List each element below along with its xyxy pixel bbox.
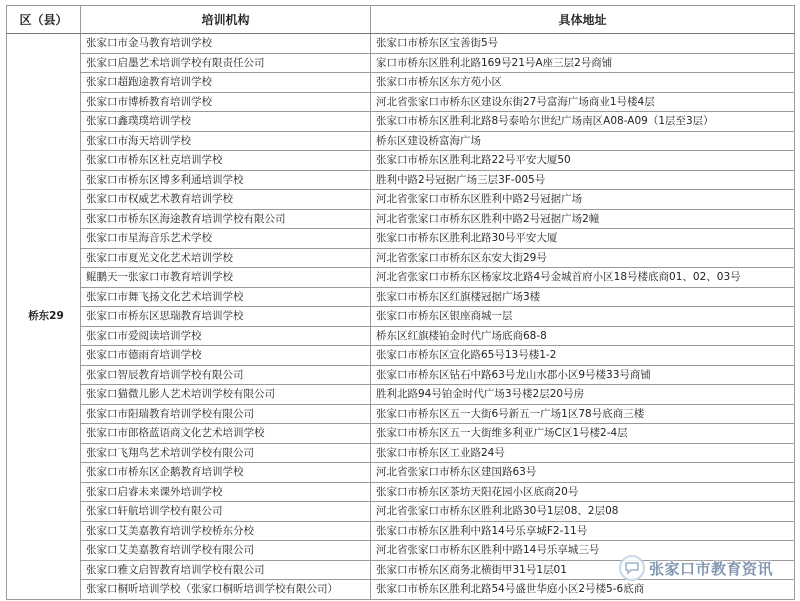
- address-cell: 张家口市桥东区五一大街6号新五一广场1区78号底商三楼: [371, 404, 795, 424]
- address-cell: 胜利北路94号铂金时代广场3号楼2层20号房: [371, 385, 795, 405]
- header-address: 具体地址: [371, 6, 795, 34]
- institution-cell: 张家口猫微儿影人艺术培训学校有限公司: [81, 385, 371, 405]
- address-cell: 张家口市桥东区胜利北路30号平安大厦: [371, 229, 795, 249]
- address-cell: 张家口市桥东区胜利北路22号平安大厦50: [371, 151, 795, 171]
- table-row: [7, 385, 795, 405]
- institution-cell: 张家口市博桥教育培训学校: [81, 92, 371, 112]
- table-row: [7, 170, 795, 190]
- institution-cell: 张家口市金马教育培训学校: [81, 34, 371, 54]
- address-cell: 张家口市桥东区红旗楼冠据广场3楼: [371, 287, 795, 307]
- table-row: [7, 92, 795, 112]
- institution-cell: 张家口超跑途教育培训学校: [81, 73, 371, 93]
- address-cell: 河北省张家口市桥东区胜利中路14号乐享城三号: [371, 541, 795, 561]
- institution-cell: 张家口艾美嘉教育培训学校有限公司: [81, 541, 371, 561]
- address-cell: 张家口市桥东区胜利北路8号泰哈尔世纪广场南区A08-A09（1层至3层）: [371, 112, 795, 132]
- address-cell: 张家口市桥东区茶坊天阳花园小区底商20号: [371, 482, 795, 502]
- table-row: [7, 424, 795, 444]
- address-cell: 河北省张家口市桥东区东安大街29号: [371, 248, 795, 268]
- institution-cell: 张家口启墨艺术培训学校有限责任公司: [81, 53, 371, 73]
- table-row: [7, 365, 795, 385]
- address-cell: 张家口市桥东区宝善街5号: [371, 34, 795, 54]
- address-cell: 河北省张家口市桥东区杨家坟北路4号金城首府小区18号楼底商01、02、03号: [371, 268, 795, 288]
- table-row: [7, 287, 795, 307]
- address-cell: 张家口市桥东区五一大街维多利亚广场C区1号楼2-4层: [371, 424, 795, 444]
- institution-cell: 张家口智辰教育培训学校有限公司: [81, 365, 371, 385]
- address-cell: 张家口市桥东区胜利中路14号乐享城F2-11号: [371, 521, 795, 541]
- district-cell: 桥东29: [7, 34, 81, 600]
- table-row: [7, 34, 795, 54]
- address-cell: 河北省张家口市桥东区建设东街27号富海广场商业1号楼4层: [371, 92, 795, 112]
- institution-cell: 鲲鹏天一张家口市教育培训学校: [81, 268, 371, 288]
- address-cell: 河北省张家口市桥东区建国路63号: [371, 463, 795, 483]
- header-district: 区（县）: [7, 6, 81, 34]
- institution-cell: 张家口市海天培训学校: [81, 131, 371, 151]
- header-row: [7, 6, 795, 34]
- institution-cell: 张家口市桥东区杜克培训学校: [81, 151, 371, 171]
- address-cell: 张家口市桥东区钻石中路63号龙山水郡小区9号楼33号商铺: [371, 365, 795, 385]
- institution-cell: 张家口启睿未来课外培训学校: [81, 482, 371, 502]
- institution-cell: 张家口飞翔鸟艺术培训学校有限公司: [81, 443, 371, 463]
- table-row: [7, 307, 795, 327]
- table-header: [7, 6, 795, 34]
- institution-cell: 张家口市桥东区海途教育培训学校有限公司: [81, 209, 371, 229]
- institution-cell: 张家口市舞飞扬文化艺术培训学校: [81, 287, 371, 307]
- chat-bubble-icon: [619, 555, 645, 581]
- training-institutions-table: [6, 5, 795, 600]
- address-cell: 张家口市桥东区东方苑小区: [371, 73, 795, 93]
- table-row: [7, 190, 795, 210]
- address-cell: 张家口市桥东区银座商城一层: [371, 307, 795, 327]
- institution-cell: 张家口市桥东区思瑞教育培训学校: [81, 307, 371, 327]
- watermark-text: 张家口市教育资讯: [649, 559, 774, 578]
- table-row: [7, 73, 795, 93]
- institution-cell: 张家口市星海音乐艺术学校: [81, 229, 371, 249]
- header-institution: 培训机构: [81, 6, 371, 34]
- table-row: [7, 463, 795, 483]
- address-cell: 桥东区红旗楼铂金时代广场底商68-8: [371, 326, 795, 346]
- table-row: [7, 482, 795, 502]
- table-row: [7, 346, 795, 366]
- address-cell: 张家口市桥东区宣化路65号13号楼1-2: [371, 346, 795, 366]
- table-row: [7, 248, 795, 268]
- institution-cell: 张家口市桥东区企鹅教育培训学校: [81, 463, 371, 483]
- address-cell: 河北省张家口市桥东区胜利中路2号冠据广场2幢: [371, 209, 795, 229]
- address-cell: 胜利中路2号冠据广场三层3F-005号: [371, 170, 795, 190]
- table-row: [7, 404, 795, 424]
- table-row: [7, 229, 795, 249]
- institution-cell: 张家口桐昕培训学校（张家口桐昕培训学校有限公司）: [81, 580, 371, 600]
- address-cell: 家口市桥东区胜利北路169号21号A座三层2号商铺: [371, 53, 795, 73]
- address-cell: 张家口市桥东区商务北横街甲31号1层01: [371, 560, 795, 580]
- institution-cell: 张家口雅文启智教育培训学校有限公司: [81, 560, 371, 580]
- table-body: [7, 34, 795, 600]
- address-cell: 河北省张家口市桥东区胜利北路30号1层08、2层08: [371, 502, 795, 522]
- institution-cell: 张家口艾美嘉教育培训学校桥东分校: [81, 521, 371, 541]
- institution-cell: 张家口市阳瑞教育培训学校有限公司: [81, 404, 371, 424]
- table-row: [7, 151, 795, 171]
- address-cell: 张家口市桥东区胜利北路54号盛世华庭小区2号楼5-6底商: [371, 580, 795, 600]
- address-cell: 桥东区建设桥富海广场: [371, 131, 795, 151]
- institution-cell: 张家口市夏光文化艺术培训学校: [81, 248, 371, 268]
- table-row: [7, 502, 795, 522]
- table-row: [7, 443, 795, 463]
- institution-cell: 张家口轩航培训学校有限公司: [81, 502, 371, 522]
- table-row: [7, 209, 795, 229]
- table-row: [7, 521, 795, 541]
- institution-cell: 张家口市郎格蓝语商文化艺术培训学校: [81, 424, 371, 444]
- table-row: [7, 112, 795, 132]
- institution-cell: 张家口市权威艺术教育培训学校: [81, 190, 371, 210]
- address-cell: 河北省张家口市桥东区胜利中路2号冠据广场: [371, 190, 795, 210]
- institution-cell: 张家口市爱阅读培训学校: [81, 326, 371, 346]
- table-row: [7, 268, 795, 288]
- table-row: [7, 326, 795, 346]
- table-row: [7, 131, 795, 151]
- institution-cell: 张家口鑫璞璞培训学校: [81, 112, 371, 132]
- institution-cell: 张家口市桥东区博多利通培训学校: [81, 170, 371, 190]
- watermark: [619, 553, 773, 583]
- address-cell: 张家口市桥东区工业路24号: [371, 443, 795, 463]
- institution-cell: 张家口市德雨育培训学校: [81, 346, 371, 366]
- table-row: [7, 53, 795, 73]
